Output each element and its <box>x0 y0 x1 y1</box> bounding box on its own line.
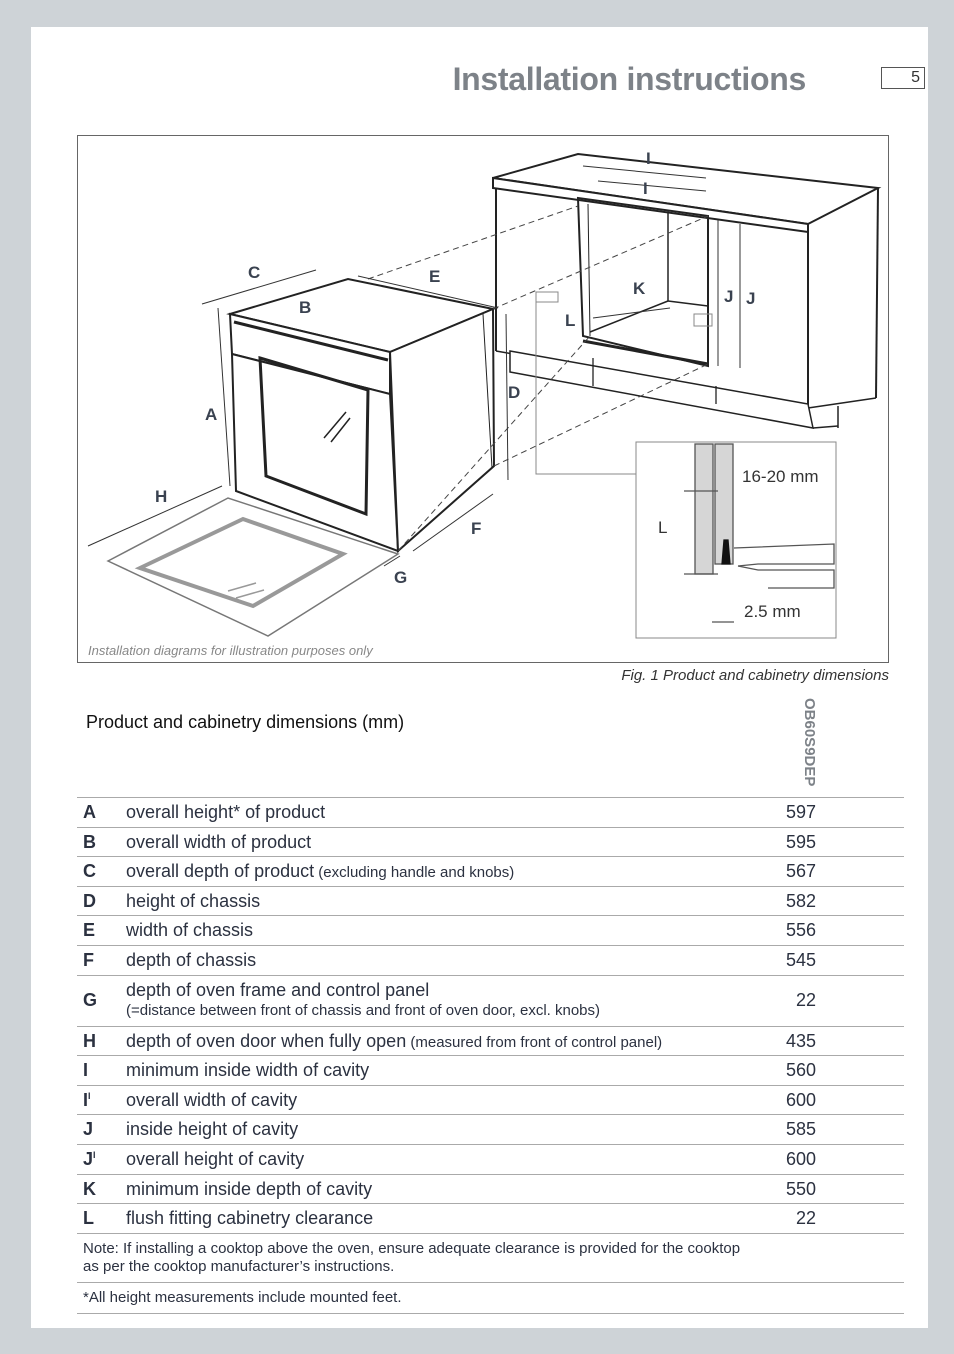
row-code: B <box>83 831 96 852</box>
row-value: 582 <box>785 890 816 911</box>
label-k: K <box>633 279 646 298</box>
row-description <box>126 832 311 853</box>
row-description <box>126 1119 298 1140</box>
row-description <box>126 980 600 1019</box>
row-value: 600 <box>785 1089 816 1110</box>
row-description <box>126 1179 372 1200</box>
row-description-text: overall width of product <box>126 831 312 852</box>
row-description-text: width of chassis <box>126 920 254 941</box>
page-number: 5 <box>881 67 925 89</box>
row-code: H <box>83 1030 96 1051</box>
table-row <box>77 1027 904 1057</box>
label-a: A <box>205 405 218 424</box>
table-row <box>77 1145 904 1175</box>
table-row <box>77 1175 904 1205</box>
table-row <box>77 828 904 858</box>
row-value: 597 <box>785 802 816 822</box>
table-row <box>77 1115 904 1145</box>
page-title: Installation instructions <box>452 61 806 97</box>
row-description-text: depth of oven frame and control panel <box>126 979 430 1000</box>
label-i1: I <box>646 149 651 168</box>
model-column-header <box>800 698 818 792</box>
row-code: $I^I$ <box>83 1089 91 1110</box>
label-d: D <box>508 383 521 402</box>
row-description <box>126 920 253 941</box>
row-value: 22 <box>795 1208 816 1229</box>
row-value: 556 <box>785 920 816 941</box>
row-description-text: flush fitting cabinetry clearance <box>126 1208 374 1229</box>
cabinet-drawing <box>493 154 878 428</box>
row-value: 22 <box>795 989 816 1010</box>
table-row <box>77 1056 904 1086</box>
row-description-text: minimum inside depth of cavity <box>126 1178 373 1199</box>
label-g: G <box>394 568 408 587</box>
row-description-text: inside height of cavity <box>126 1119 299 1140</box>
table-row <box>77 798 904 828</box>
height-note: *All height measurements include mounted feet. <box>77 1283 904 1314</box>
table-row <box>77 946 904 976</box>
row-description <box>126 1208 373 1229</box>
row-description-text: overall width of cavity <box>126 1089 298 1110</box>
detail-gap-label: 16-20 mm <box>742 467 819 486</box>
label-c: C <box>248 263 261 282</box>
label-b: B <box>299 298 312 317</box>
row-description <box>126 950 256 971</box>
row-description <box>126 1149 304 1170</box>
label-i: I <box>643 179 648 198</box>
row-description <box>126 861 514 882</box>
row-description-text: overall height of cavity <box>126 1148 305 1169</box>
table-row <box>77 1204 904 1234</box>
label-j1: J <box>746 289 756 308</box>
row-description-note: (excluding handle and knobs) <box>314 864 515 882</box>
row-code: C <box>83 861 96 882</box>
row-value: 595 <box>785 831 816 852</box>
row-description <box>126 891 260 912</box>
diagram-drawing <box>78 136 890 664</box>
row-value: 550 <box>785 1178 816 1199</box>
row-code: A <box>83 802 96 822</box>
row-description-sub: (=distance between front of chassis and front of oven door, excl. knobs) <box>126 1001 601 1019</box>
label-j: J <box>724 287 734 306</box>
label-l: L <box>565 311 576 330</box>
table-heading: Product and cabinetry dimensions (mm) <box>86 712 405 732</box>
row-value: 567 <box>785 861 816 882</box>
row-code: G <box>83 989 98 1010</box>
row-code: D <box>83 890 96 911</box>
cooktop-note: Note: If installing a cooktop above the oven, ensure adequate clearance is provided for the cooktop as per the cooktop manufacturer’s instructions. <box>77 1234 904 1283</box>
figure-note: Installation diagrams for illustration purposes only <box>88 643 373 658</box>
row-code: E <box>83 920 96 941</box>
label-h: H <box>155 487 168 506</box>
row-value: 435 <box>785 1030 816 1051</box>
installation-diagram <box>77 135 889 663</box>
row-code: L <box>83 1208 94 1229</box>
row-description-text: depth of oven door when fully open <box>126 1030 407 1051</box>
row-value: 600 <box>785 1148 816 1169</box>
table-row <box>77 916 904 946</box>
label-e: E <box>429 267 441 286</box>
row-value: 585 <box>785 1119 816 1140</box>
row-code-prime: I <box>88 1090 91 1101</box>
row-code: J <box>83 1119 94 1140</box>
table-row <box>77 1086 904 1116</box>
model-name: OB60S9DEP <box>801 698 818 787</box>
row-description <box>126 802 325 823</box>
row-description <box>126 1090 297 1111</box>
row-description <box>126 1031 662 1052</box>
row-code: I <box>83 1060 89 1081</box>
row-value: 560 <box>785 1060 816 1081</box>
table-row <box>77 976 904 1027</box>
row-code-prime: I <box>93 1149 96 1160</box>
row-description-text: height of chassis <box>126 890 261 911</box>
oven-drawing <box>230 279 494 551</box>
dimensions-table <box>77 797 904 1314</box>
row-code: F <box>83 949 94 970</box>
label-f: F <box>471 519 482 538</box>
row-code: K <box>83 1178 96 1199</box>
row-description-text: overall depth of product <box>126 861 315 882</box>
table-row <box>77 887 904 917</box>
detail-offset-label: 2.5 mm <box>744 602 801 621</box>
row-code: $J^I$ <box>83 1148 96 1169</box>
row-description <box>126 1060 369 1081</box>
figure-caption: Fig. 1 Product and cabinetry dimensions <box>621 667 889 684</box>
table-row <box>77 857 904 887</box>
row-value: 545 <box>785 949 816 970</box>
label-l-detail: L <box>658 518 668 537</box>
row-description-text: depth of chassis <box>126 949 257 970</box>
row-description-text: minimum inside width of cavity <box>126 1060 370 1081</box>
row-description-text: overall height* of product <box>126 802 326 822</box>
row-description-note: (measured from front of control panel) <box>406 1033 663 1051</box>
